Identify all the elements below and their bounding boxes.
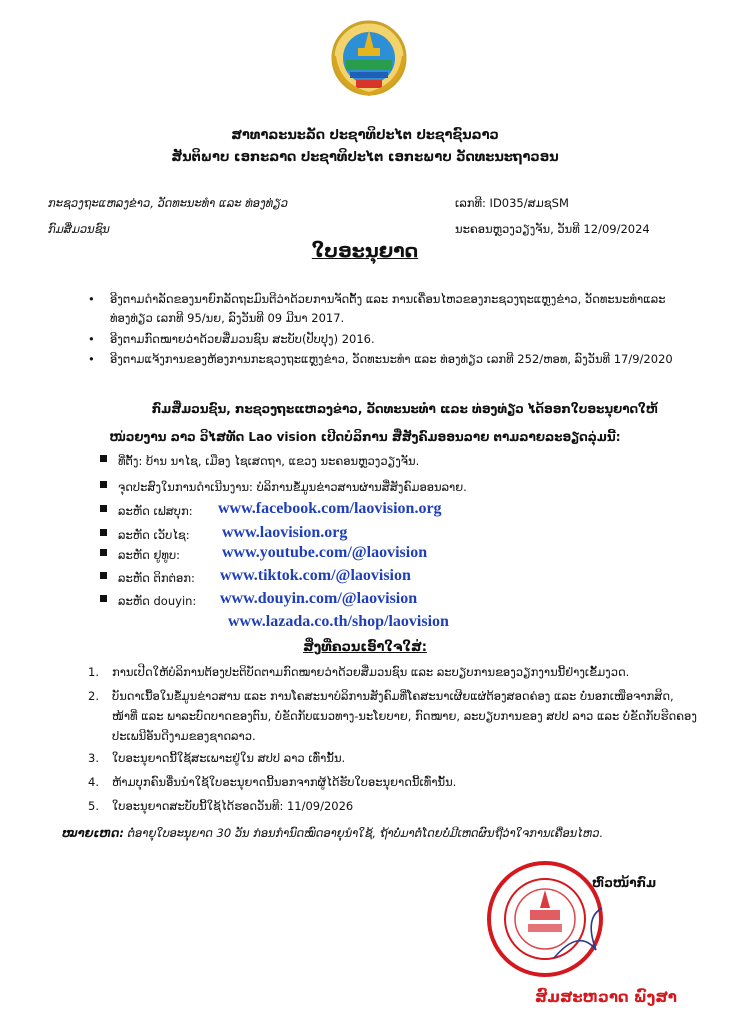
conditions-heading: ສິ່ງທີ່ຄວນເອົາໃຈໃສ່: [303,640,427,655]
square-bullet-icon [100,505,107,512]
tiktok-link[interactable]: www.tiktok.com/@laovision [220,567,411,584]
signatory-title: ຫົວໜ້າກົມ [592,876,657,890]
square-bullet-icon [100,595,107,602]
note-line [62,826,722,840]
square-bullet-icon [100,481,107,488]
place-date: ນະຄອນຫຼວງວຽງຈັນ, ວັນທີ 12/09/2024 [455,222,650,236]
signatory-name: ສົມສະຫວາດ ພົງສາ [535,988,677,1006]
issuer-ministry: ກະຊວງຖະແຫລງຂ່າວ, ວັດທະນະທຳ ແລະ ທ່ອງທ່ຽວ [48,196,289,210]
bullet-icon: • [88,332,95,346]
national-emblem-icon [328,16,410,98]
official-seal-icon [484,858,606,980]
document-title: ໃບອະນຸຍາດ [311,240,419,262]
square-bullet-icon [100,549,107,556]
square-bullet-icon [100,455,107,462]
website-link[interactable]: www.laovision.org [222,524,348,541]
lazada-link[interactable]: www.lazada.co.th/shop/laovision [228,613,449,630]
country-heading: ສາທາລະນະລັດ ປະຊາທິປະໄຕ ປະຊາຊົນລາວ [231,128,499,143]
square-bullet-icon [100,572,107,579]
note-label: ໝາຍເຫດ: [62,826,124,840]
douyin-link[interactable]: www.douyin.com/@laovision [220,590,418,607]
note-text: ຕໍ່ອາຍຸໃບອະນຸຍາດ 30 ວັນ ກ່ອນກຳນົດໝົດອາຍຸນຳໃຊ້, ຖ້າບໍ່ມາຕໍ່ໂດຍບໍ່ມີເຫດຜົນຖືວ່າໃຈການເຄື່ອນໄຫວ. [127,826,604,840]
youtube-link[interactable]: www.youtube.com/@laovision [222,544,428,561]
grant-statement-line1: ກົມສື່ມວນຊົນ, ກະຊວງຖະແຫລງຂ່າວ, ວັດທະນະທຳ ແລະ ທ່ອງທ່ຽວ ໄດ້ອອກໃບອະນຸຍາດໃຫ້ [151,402,659,416]
grant-statement-line2: ໜ່ວຍງານ ລາວ ວິໄສທັດ Lao vision ເປີດບໍລິການ ສື່ສັງຄົມອອນລາຍ ຕາມລາຍລະອຽດລຸ່ມນີ້: [109,430,621,444]
motto-heading: ສັນຕິພາບ ເອກະລາດ ປະຊາທິປະໄຕ ເອກະພາບ ວັດທະນະຖາວອນ [171,150,559,165]
bullet-icon: • [88,352,95,366]
license-document: ສາທາລະນະລັດ ປະຊາທິປະໄຕ ປະຊາຊົນລາວ ສັນຕິພາບ ເອກະລາດ ປະຊາທິປະໄຕ ເອກະພາບ ວັດທະນະຖາວອນ ກະຊວງຖະແຫລງຂ່າວ, ວັດທະນະທຳ ແລະ ທ່ອງທ່ຽວ ກົມສື່ມວນຊົນ ເລກທີ: ID035/ສມຊSM ນະຄອນຫຼວງວຽງຈັນ, ວັນທີ 12/09/2024 ໃບອະນຸຍາດ • ອີງຕາມດຳລັດຂອງນາຍົກລັດຖະມົນຕີວ່າດ້ວຍການຈັດຕັ້ງ ແລະ ການເຄື່ອນໄຫວຂອງກະຊວງຖະແຫຼງຂ່າວ, ວັດທະນະທຳແລະທ່ອງທ່ຽວ ເລກທີ 95/ນຍ, ລົງວັນທີ 09 ມີນາ 2017. • ອີງຕາມກົດໝາຍວ່າດ້ວຍສື່ມວນຊົນ ສະບັບ(ປັບປຸງ) 2016. • ອີງຕາມແຈ້ງການຂອງຫ້ອງການກະຊວງຖະແຫຼງຂ່າວ, ວັດທະນະທຳ ແລະ ທ່ອງທ່ຽວ ເລກທີ 252/ຫອທ, ລົງວັນທີ 17/9/2020 ກົມສື່ມວນຊົນ, ກະຊວງຖະແຫລງຂ່າວ, ວັດທະນະທຳ ແລະ ທ່ອງທ່ຽວ ໄດ້ອອກໃບອະນຸຍາດໃຫ້ ໜ່ວຍງານ ລາວ ວິໄສທັດ Lao vision ເປີດບໍລິການ ສື່ສັງຄົມອອນລາຍ ຕາມລາຍລະອຽດລຸ່ມນີ້: ທີ່ຕັ້ງ: ບ້ານ ນາໄຊ, ເມືອງ ໄຊເສດຖາ, ແຂວງ ນະຄອນຫຼວງວຽງຈັນ. ຈຸດປະສົງໃນການດຳເນີນງານ: ບໍລິການຂໍ້ມູນຂ່າວສານຜ່ານສື່ສັງຄົມອອນລາຍ. ລະຫັດ ເຟສບຸກ: www.facebook.com/laovision.org ລະຫັດ ເວັບໄຊ: www.laovision.org ລະຫັດ ຢູທູບ: www.youtube.com/@laovision ລະຫັດ ຕິກຕ່ອກ: www.tiktok.com/@laovision ລະຫັດ douyin: www.douyin.com/@laovision www.lazada.co.th/shop/laovision ສິ່ງທີ່ຄວນເອົາໃຈໃສ່: 1. ການເປີດໃຫ້ບໍລິການຕ້ອງປະຕິບັດຕາມກົດໝາຍວ່າດ້ວຍສື່ມວນຊົນ ແລະ ລະບຽບການຂອງວຽກງານນີ້ຢ່າງເຂັ້ມງວດ. 2. ບັນດາເນື້ອໃນຂໍ້ມູນຂ່າວສານ ແລະ ການໂຄສະນາບໍລິການສັງຄົມທີ່ໂຄສະນາເຜີຍແຜ່ຕ້ອງສອດຄ່ອງ ແລະ ບໍ່ນອກເໜືອຈາກສິດ, ໜ້າທີ່ ແລະ ພາລະບົດບາດຂອງຕົນ, ບໍ່ຂັດກັບແນວທາງ-ນະໂຍບາຍ, ກົດໝາຍ, ລະບຽບການຂອງ ສປປ ລາວ ແລະ ບໍ່ຂັດກັບຮີດຄອງປະເພນີອັນດີງາມຂອງຊາດລາວ. 3. ໃບອະນຸຍາດນີ້ໃຊ້ສະເພາະຢູ່ໃນ ສປປ ລາວ ເທົ່ານັ້ນ. 4. ຫ້າມບຸກຄົນອື່ນນຳໃຊ້ໃບອະນຸຍາດນີ້ນອກຈາກຜູ້ໄດ້ຮັບໃບອະນຸຍາດນີ້ເທົ່ານັ້ນ. 5. ໃບອະນຸຍາດສະບັບນີ້ໃຊ້ໄດ້ຮອດວັນທີ: 11/09/2026 ໝາຍເຫດ: ຕໍ່ອາຍຸໃບອະນຸຍາດ 30 ວັນ ກ່ອນກຳນົດໝົດອາຍຸນຳໃຊ້, ຖ້າບໍ່ມາຕໍ່ໂດຍບໍ່ມີເຫດຜົນຖືວ່າໃຈການເຄື່ອນໄຫວ. ຫົວໜ້າກົມ ສົມສະຫວາດ ພົງສາ [0,0,730,1024]
square-bullet-icon [100,529,107,536]
issuer-department: ກົມສື່ມວນຊົນ [48,222,110,236]
bullet-icon: • [88,292,95,306]
facebook-link[interactable]: www.facebook.com/laovision.org [218,500,442,517]
reference-number: ເລກທີ: ID035/ສມຊSM [455,196,569,210]
